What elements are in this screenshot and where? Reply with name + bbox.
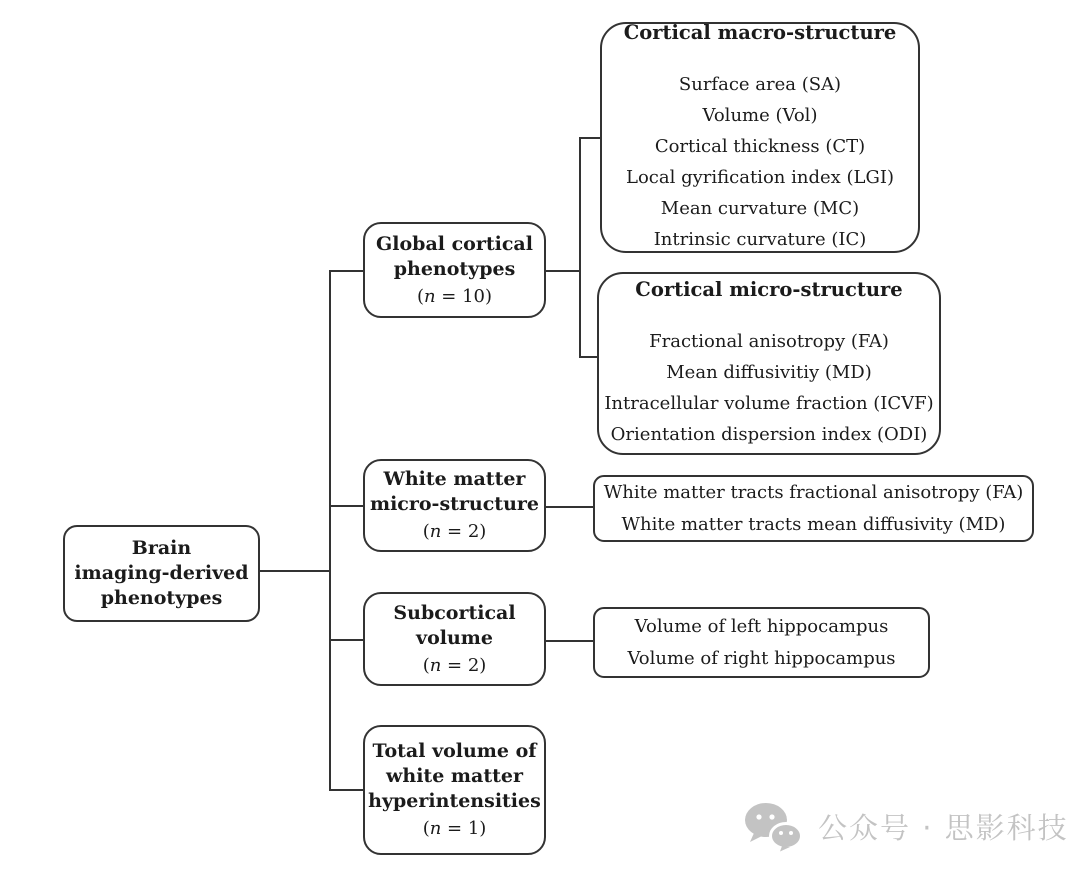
connector-branch-total-volume (331, 789, 363, 791)
list-item: Intracellular volume fraction (ICVF) (604, 392, 934, 414)
connector-bracket-vertical (579, 137, 581, 358)
connector-global-to-bracket (546, 270, 580, 272)
node-title-line: white matter (386, 765, 523, 787)
count-label: (n = 10) (416, 285, 493, 307)
list-item: Volume (Vol) (702, 104, 818, 126)
node-title-line: volume (416, 626, 493, 649)
watermark (742, 800, 1069, 852)
node-title-line: imaging-derived (74, 562, 249, 584)
node-title-line: phenotypes (393, 257, 516, 280)
list-item: Mean diffusivitiy (MD) (666, 361, 872, 383)
list-item: White matter tracts fractional anisotropy (FA) (603, 481, 1024, 503)
connector-bracket-to-macro (581, 137, 600, 139)
list-item: Fractional anisotropy (FA) (649, 330, 889, 352)
connector-wm-to-tracts (546, 506, 593, 508)
leaf-box-title: Cortical macro-structure (623, 20, 897, 44)
list-item: Orientation dispersion index (ODI) (610, 423, 928, 445)
leaf-box-title: Cortical micro-structure (635, 277, 903, 301)
node-global-cortical-phenotypes (363, 222, 546, 318)
list-item: Intrinsic curvature (IC) (653, 228, 867, 250)
watermark-text: 公众号 · 思影科技 (818, 810, 1069, 845)
connector-trunk-vertical (329, 270, 331, 791)
node-total-volume-white-matter-hyperintensities (363, 725, 546, 855)
connector-branch-global (331, 270, 363, 272)
leaf-item-list (604, 326, 933, 450)
node-title-line: Subcortical (393, 601, 516, 624)
list-item: Local gyrification index (LGI) (626, 166, 894, 188)
list-item: Volume of right hippocampus (627, 647, 896, 669)
connector-sub-to-hippocampus (546, 640, 593, 642)
node-white-matter-tracts (593, 475, 1034, 542)
list-item: White matter tracts mean diffusivity (MD) (621, 513, 1006, 535)
connector-branch-subcortical (331, 639, 363, 641)
wechat-icon (742, 800, 804, 852)
node-white-matter-micro-structure (363, 459, 546, 552)
node-title-line: Global cortical (376, 232, 533, 255)
node-title-line: Brain (131, 537, 192, 559)
list-item: Mean curvature (MC) (660, 197, 860, 219)
node-title-line: micro-structure (369, 493, 539, 515)
node-hippocampus-volumes (593, 607, 930, 678)
node-brain-imaging-derived-phenotypes (63, 525, 260, 622)
node-subcortical-volume (363, 592, 546, 686)
leaf-item-list (626, 69, 894, 255)
node-title-line: phenotypes (100, 587, 223, 609)
node-title-line: Total volume of (372, 740, 537, 762)
node-title-line: White matter (383, 468, 526, 490)
list-item: Surface area (SA) (678, 73, 842, 95)
node-cortical-macro-structure (600, 22, 920, 253)
node-title-line: hyperintensities (368, 790, 541, 812)
count-label: (n = 2) (422, 654, 487, 676)
connector-bracket-to-micro (581, 356, 597, 358)
connector-branch-white-matter (331, 505, 363, 507)
list-item: Volume of left hippocampus (634, 615, 889, 637)
count-label: (n = 1) (422, 818, 487, 839)
count-label: (n = 2) (422, 521, 487, 542)
node-cortical-micro-structure (597, 272, 941, 455)
list-item: Cortical thickness (CT) (654, 135, 866, 157)
connector-root-horizontal (260, 570, 330, 572)
